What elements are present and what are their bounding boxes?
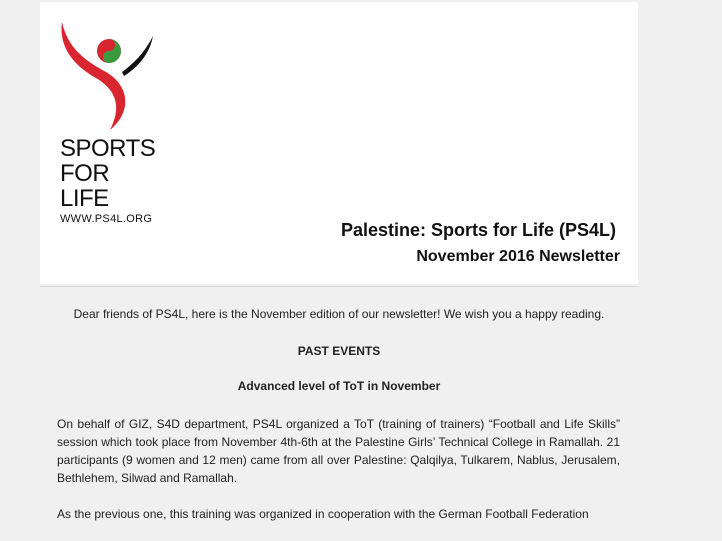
newsletter-title: Palestine: Sports for Life (PS4L) xyxy=(340,220,616,240)
article-body xyxy=(57,415,620,541)
intro-text: Dear friends of PS4L, here is the November edition of our newsletter! We wish you a happy reading. xyxy=(73,307,605,321)
logo-line-for-life: FOR LIFE xyxy=(60,160,110,212)
article-paragraph-2: As the previous one, this training was organized in cooperation with the German Football Federation xyxy=(57,507,589,521)
ps4l-logo[interactable] xyxy=(58,20,156,225)
logo-url: WWW.PS4L.ORG xyxy=(60,213,153,225)
logo-wordmark xyxy=(60,136,156,226)
section-heading-past-events: PAST EVENTS xyxy=(297,344,381,358)
newsletter-header xyxy=(40,2,638,284)
article-title: Advanced level of ToT in November xyxy=(237,379,441,393)
article-paragraph-1: On behalf of GIZ, S4D department, PS4L organized a ToT (training of trainers) “Football and Life Skills” session which took place from November 4th-6th at the Palestine Girls’ Technical College in Ramallah. 21 participants (9 women and 12 men) came from all over Palestine: Qalqilya, Tulkarem, Nablus, Jerusalem, Bethlehem, Silwad and Ramallah. xyxy=(57,417,620,485)
logo-line-sports: SPORTS xyxy=(60,135,156,162)
athlete-figure-icon xyxy=(58,20,156,132)
newsletter-body xyxy=(40,287,638,521)
newsletter-subtitle: November 2016 Newsletter xyxy=(416,248,620,265)
